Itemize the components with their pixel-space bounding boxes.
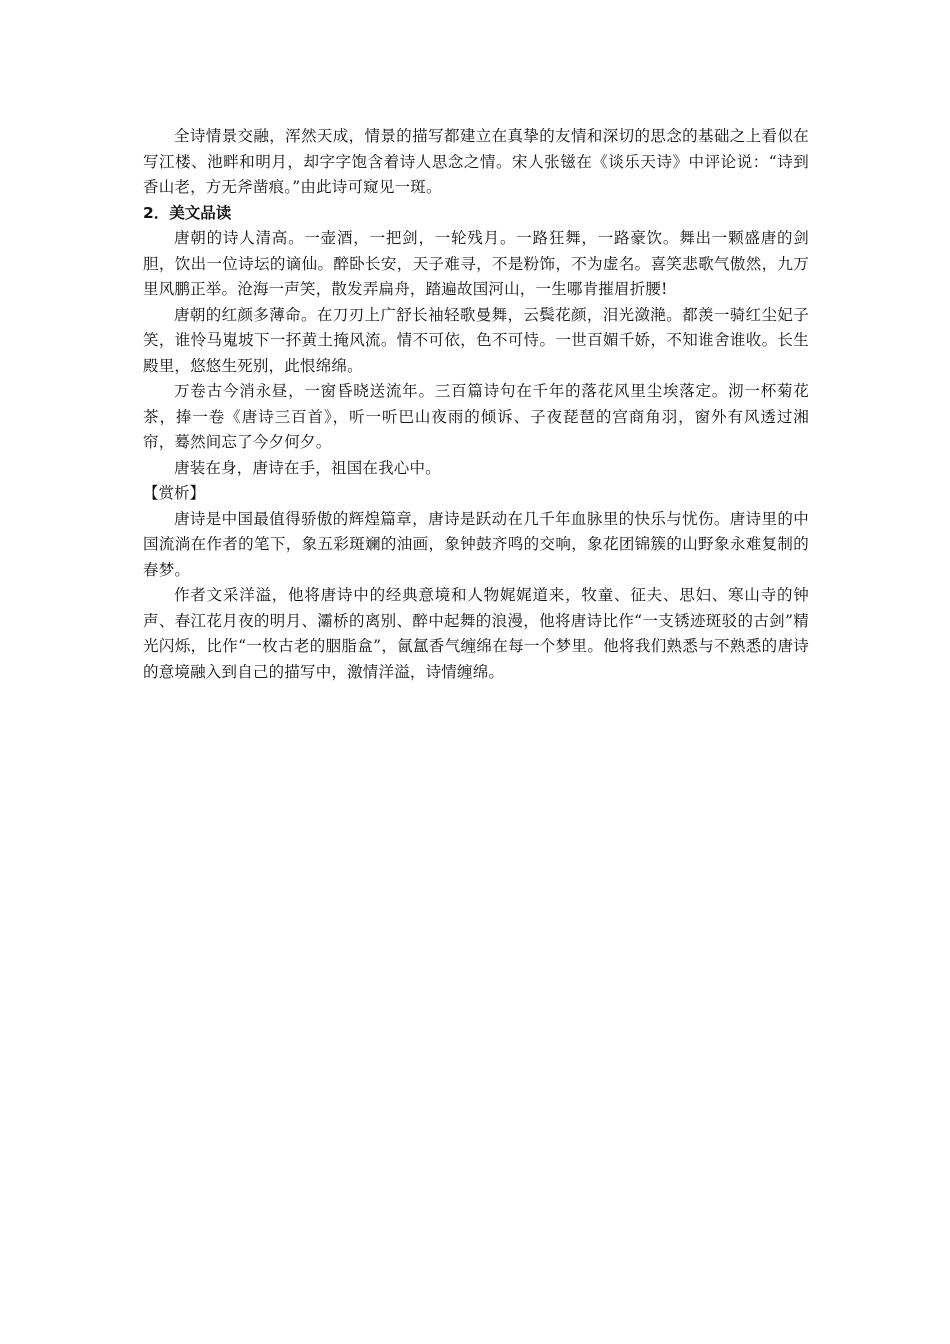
essay-paragraph: 唐装在身，唐诗在手，祖国在我心中。 [174, 458, 441, 477]
analysis-paragraph: 唐诗是中国最值得骄傲的辉煌篇章，唐诗是跃动在几千年血脉里的快乐与忧伤。唐诗里的中国流淌在作者的笔下，象五彩斑斓的油画，象钟鼓齐鸣的交响，象花团锦簇的山野象永难复制的春梦。 [143, 509, 809, 579]
essay-paragraph: 万卷古今消永昼，一窗昏晓送流年。三百篇诗句在千年的落花风里尘埃落定。沏一杯菊花茶，捧一卷《唐诗三百首》，听一听巴山夜雨的倾诉、子夜琵琶的宫商角羽，窗外有风透过湘帘，蓦然间忘了今夕何夕。 [143, 382, 809, 451]
analysis-paragraph: 作者文采洋溢，他将唐诗中的经典意境和人物娓娓道来，牧童、征夫、思妇、寒山寺的钟声、春江花月夜的明月、灞桥的离别、醉中起舞的浪漫，他将唐诗比作“一支锈迹斑驳的古剑”精光闪烁，比作“一枚古老的胭脂盒”，氤氲香气缠绵在每一个梦里。他将我们熟悉与不熟悉的唐诗的意境融入到自己的描写中，激情洋溢，诗情缠绵。 [143, 586, 809, 681]
intro-paragraph: 全诗情景交融，浑然天成，情景的描写都建立在真挚的友情和深切的思念的基础之上看似在写江楼、池畔和明月，却字字饱含着诗人思念之情。宋人张镃在《谈乐天诗》中评论说：“诗到香山老，方无斧凿痕。”由此诗可窥见一斑。 [143, 127, 809, 196]
analysis-label: 【赏析】 [143, 484, 206, 502]
essay-paragraph: 唐朝的诗人清高。一壶酒，一把剑，一轮残月。一路狂舞，一路豪饮。舞出一颗盛唐的剑胆，饮出一位诗坛的谪仙。醉卧长安，天子难寻，不是粉饰，不为虚名。喜笑悲歌气傲然，九万里风鹏正举。沧海一声笑，散发弄扁舟，踏遍故国河山，一生哪肯摧眉折腰! [143, 229, 809, 298]
document-page [143, 124, 809, 685]
section-heading: 2．美文品读 [143, 203, 232, 222]
essay-paragraph: 唐朝的红颜多薄命。在刀刃上广舒长袖轻歌曼舞，云鬓花颜，泪光潋滟。都羡一骑红尘妃子笑，谁怜马嵬坡下一抔黄土掩风流。情不可依，色不可恃。一世百媚千娇，不知谁舍谁收。长生殿里，悠悠生死别，此恨绵绵。 [143, 305, 809, 375]
